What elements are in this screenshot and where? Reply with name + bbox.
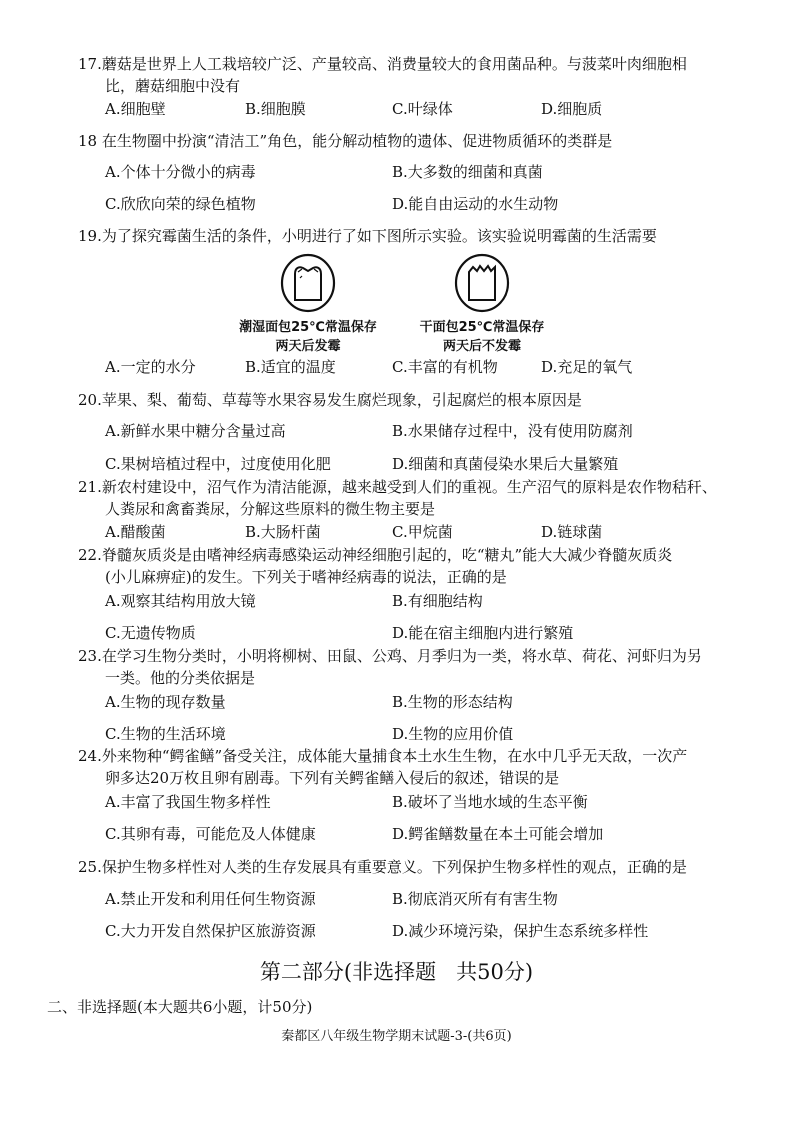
option-b: B.有细胞结构	[392, 592, 483, 610]
moist-bread-icon	[278, 250, 338, 314]
question-19	[78, 225, 758, 247]
question-22-options-row1	[105, 590, 765, 612]
question-25-options-row1	[105, 888, 765, 910]
option-a: A.观察其结构用放大镜	[105, 592, 256, 610]
question-20	[78, 389, 758, 411]
option-a: A.禁止开发和利用任何生物资源	[105, 890, 316, 908]
option-b: B.生物的形态结构	[392, 693, 513, 711]
option-a: A.生物的现存数量	[105, 693, 226, 711]
option-b: B.破坏了当地水域的生态平衡	[392, 793, 588, 811]
moist-bread-caption-line1: 潮湿面包25℃常温保存	[239, 320, 377, 335]
question-25-line1: 25.保护生物多样性对人类的生存发展具有重要意义。下列保护生物多样性的观点，正确的是	[78, 858, 687, 876]
option-c: C.无遗传物质	[105, 624, 196, 642]
option-c: C.其卵有毒，可能危及人体健康	[105, 825, 316, 843]
option-d: D.减少环境污染，保护生态系统多样性	[392, 922, 649, 940]
option-d: D.鳄雀鳝数量在本土可能会增加	[392, 825, 604, 843]
question-22-line1: 22.脊髓灰质炎是由嗜神经病毒感染运动神经细胞引起的，吃“糖丸”能大大减少脊髓灰质炎	[78, 546, 673, 564]
page-footer: 秦都区八年级生物学期末试题-3-(共6页)	[281, 1029, 512, 1044]
question-24-options-row2	[105, 823, 765, 845]
question-21	[78, 476, 758, 520]
question-23-options-row1	[105, 691, 765, 713]
question-24-line1: 24.外来物种“鳄雀鳝”备受关注，成体能大量捕食本土水生生物，在水中几乎无天敌，一次产	[78, 747, 688, 765]
option-d: D.生物的应用价值	[392, 725, 514, 743]
question-21-line2: 人粪尿和禽畜粪尿，分解这些原料的微生物主要是	[105, 500, 436, 518]
question-18	[78, 130, 758, 152]
option-c: C.大力开发自然保护区旅游资源	[105, 922, 316, 940]
question-17-line1: 17.蘑菇是世界上人工栽培较广泛、产量较高、消费量较大的食用菌品种。与菠菜叶肉细胞相	[78, 55, 687, 73]
dry-bread-caption-line2: 两天后不发霉	[442, 339, 521, 354]
option-c: C.甲烷菌	[392, 523, 453, 541]
option-d: D.充足的氧气	[541, 358, 633, 376]
question-24-options-row1	[105, 791, 765, 813]
dry-bread-experiment	[402, 250, 562, 356]
option-c: C.欣欣向荣的绿色植物	[105, 195, 256, 213]
question-21-line1: 21.新农村建设中，沼气作为清洁能源，越来越受到人们的重视。生产沼气的原料是农作物秸秆、	[78, 478, 717, 496]
question-17	[78, 53, 758, 97]
dry-bread-caption-line1: 干面包25℃常温保存	[419, 320, 545, 335]
question-24	[78, 745, 758, 789]
question-21-options	[105, 521, 765, 543]
question-23-line1: 23.在学习生物分类时，小明将柳树、田鼠、公鸡、月季归为一类，将水草、荷花、河虾归为另	[78, 647, 702, 665]
question-23-options-row2	[105, 723, 765, 745]
option-b: B.水果储存过程中，没有使用防腐剂	[392, 422, 633, 440]
question-20-options-row1	[105, 420, 765, 442]
question-18-options-row2	[105, 193, 765, 215]
option-a: A.醋酸菌	[105, 523, 166, 541]
option-a: A.个体十分微小的病毒	[105, 163, 256, 181]
question-17-line2: 比，蘑菇细胞中没有	[105, 77, 241, 95]
option-b: B.大多数的细菌和真菌	[392, 163, 543, 181]
question-17-options	[105, 98, 765, 120]
question-22-options-row2	[105, 622, 765, 644]
option-a: A.一定的水分	[105, 358, 196, 376]
question-25	[78, 856, 758, 878]
option-d: D.链球菌	[541, 523, 603, 541]
option-d: D.细胞质	[541, 100, 603, 118]
moist-bread-experiment	[228, 250, 388, 356]
question-19-options	[105, 356, 765, 378]
question-24-line2: 卵多达20万枚且卵有剧毒。下列有关鳄雀鳝入侵后的叙述，错误的是	[105, 769, 560, 787]
option-a: A.丰富了我国生物多样性	[105, 793, 271, 811]
question-22-line2: (小儿麻痹症)的发生。下列关于嗜神经病毒的说法，正确的是	[105, 568, 507, 586]
option-b: B.彻底消灭所有有害生物	[392, 890, 558, 908]
question-18-line1: 18 在生物圈中扮演“清洁工”角色，能分解动植物的遗体、促进物质循环的类群是	[78, 132, 613, 150]
mold-experiment-figure	[236, 250, 566, 360]
option-b: B.适宜的温度	[245, 358, 336, 376]
option-a: A.细胞壁	[105, 100, 166, 118]
option-c: C.生物的生活环境	[105, 725, 226, 743]
question-20-line1: 20.苹果、梨、葡萄、草莓等水果容易发生腐烂现象，引起腐烂的根本原因是	[78, 391, 582, 409]
option-d: D.能在宿主细胞内进行繁殖	[392, 624, 574, 642]
option-c: C.叶绿体	[392, 100, 453, 118]
question-25-options-row2	[105, 920, 765, 942]
question-19-line1: 19.为了探究霉菌生活的条件，小明进行了如下图所示实验。该实验说明霉菌的生活需要	[78, 227, 657, 245]
option-c: C.丰富的有机物	[392, 358, 498, 376]
moist-bread-caption-line2: 两天后发霉	[275, 339, 341, 354]
option-d: D.细菌和真菌侵染水果后大量繁殖	[392, 455, 619, 473]
question-23	[78, 645, 758, 689]
option-b: B.细胞膜	[245, 100, 306, 118]
question-22	[78, 544, 758, 588]
option-a: A.新鲜水果中糖分含量过高	[105, 422, 286, 440]
option-d: D.能自由运动的水生动物	[392, 195, 559, 213]
option-b: B.大肠杆菌	[245, 523, 321, 541]
question-23-line2: 一类。他的分类依据是	[105, 669, 256, 687]
question-20-options-row2	[105, 453, 765, 475]
option-c: C.果树培植过程中，过度使用化肥	[105, 455, 331, 473]
dry-bread-icon	[452, 250, 512, 314]
section-two-heading: 二、非选择题(本大题共6小题，计50分)	[47, 998, 313, 1016]
question-18-options-row1	[105, 161, 765, 183]
part-two-title: 第二部分(非选择题 共50分)	[259, 960, 534, 984]
